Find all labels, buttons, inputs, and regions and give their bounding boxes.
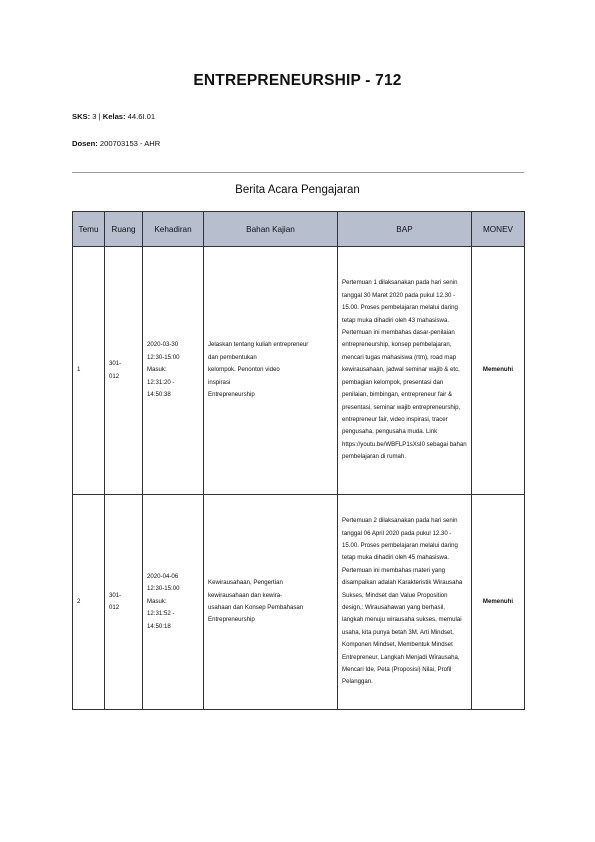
header-temu: Temu [73, 212, 105, 247]
header-monev: MONEV [472, 212, 525, 247]
dosen-value: 200703153 - AHR [99, 139, 161, 148]
header-kehadiran: Kehadiran [143, 212, 204, 247]
sks-label: SKS: [72, 112, 91, 121]
table-header-row [73, 212, 525, 247]
cell-temu: 1 [73, 247, 105, 495]
cell-bap: Pertemuan 2 dilaksanakan pada hari senin tanggal 06 April 2020 pada pukul 12.30 - 15.00. Proses pembelajaran melalui daring tetap muka dihadiri oleh 45 mahasiswa. Pertemuan ini membahas materi yang disampaikan adalah Karakteristik Wirausaha Sukses, Mindset dan Value Proposition design,: Wirausahawan yang berhasil, langkah menuju wirausaha sukses, memulai usaha, kita punya betah 3M, Arti Mindset, Komponen Mindset, Membentuk Mindset Entrepreneur, Langkah Menjadi Wirausaha, Mencari Ide, Peta (Proposisi) Nilai, Profil Pelanggan. [338, 495, 472, 710]
document-title: ENTREPRENEURSHIP - 712 [193, 72, 402, 89]
cell-monev: Memenuhi [472, 247, 525, 495]
cell-monev: Memenuhi [472, 495, 525, 710]
meta-separator: | [98, 112, 101, 121]
kelas-label: Kelas: [102, 112, 126, 121]
cell-kehadiran: 2020-03-30 12:30-15:00 Masuk: 12:31:20 - 14:50:38 [143, 247, 204, 495]
teaching-record-table [72, 211, 525, 710]
section-title: Berita Acara Pengajaran [235, 184, 360, 196]
sks-value: 3 [92, 112, 97, 121]
cell-bahan-kajian: Kewirausahaan, Pengertian kewirausahaan dan kewira- usahaan dan Konsep Pembahasan Entrepreneurship [204, 495, 338, 710]
cell-bahan-kajian: Jelaskan tentang kuliah entrepreneur dan pembentukan kelompok. Penonton video inspirasi Entrepreneurship [204, 247, 338, 495]
kelas-value: 44.6I.01 [127, 112, 156, 121]
lecturer-meta-line [72, 139, 160, 148]
horizontal-divider [72, 172, 524, 173]
header-bap: BAP [338, 212, 472, 247]
table-row [73, 247, 525, 495]
table-row [73, 495, 525, 710]
dosen-label: Dosen: [72, 139, 98, 148]
header-bahan-kajian: Bahan Kajian [204, 212, 338, 247]
course-meta-line [72, 112, 155, 121]
header-ruang: Ruang [105, 212, 143, 247]
cell-kehadiran: 2020-04-06 12:30-15:00 Masuk: 12:31:52 - 14:50:18 [143, 495, 204, 710]
cell-ruang: 301- 012 [105, 247, 143, 495]
cell-bap: Pertemuan 1 dilaksanakan pada hari senin tanggal 30 Maret 2020 pada pukul 12.30 - 15.00. Proses pembelajaran melalui daring tetap muka dihadiri oleh 43 mahasiswa. Pertemuan ini membahas dasar-penilaian entrepreneurship, konsep pembelajaran, mencari tugas mahasiswa (rtm), road map kewirausahaan, jadwal seminar wajib & etc, pembagian kelompok, presentasi dan penilaian, bimbingan, entrepreneur fair & presentasi, seminar wajib entrepreneurship, entrepreneur fair, video inspirasi, tracer pengusaha, pengusaha muda. Link https://youtu.be/WBFLP1sXsI0 sebagai bahan pembelajaran di rumah. [338, 247, 472, 495]
cell-ruang: 301- 012 [105, 495, 143, 710]
cell-temu: 2 [73, 495, 105, 710]
